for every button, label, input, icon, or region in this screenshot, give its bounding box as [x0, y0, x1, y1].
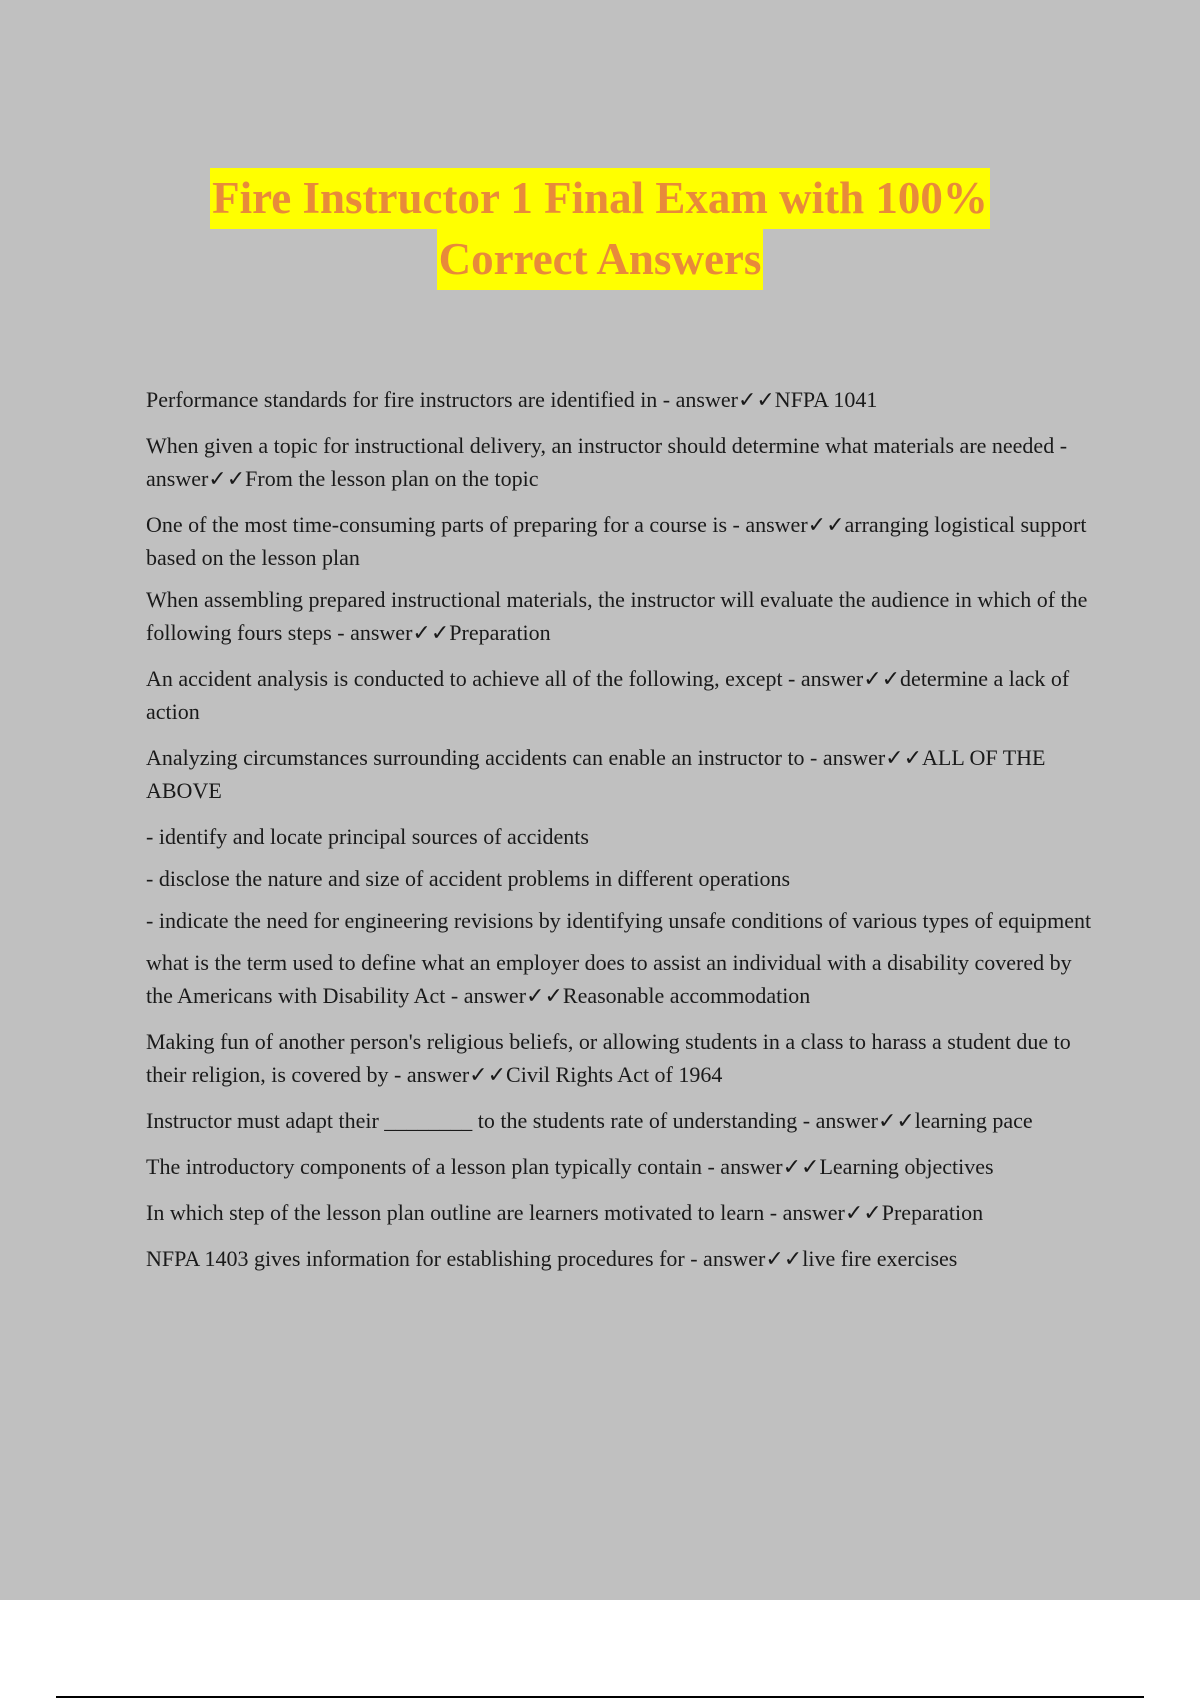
title-line-1: Fire Instructor 1 Final Exam with 100% — [210, 168, 990, 229]
footer-divider — [56, 1696, 1144, 1698]
qa-item: An accident analysis is conducted to achieve all of the following, except - answer✓✓determine a lack of action — [146, 666, 1070, 724]
qa-item: - identify and locate principal sources of accidents — [146, 824, 589, 849]
qa-item: Making fun of another person's religious beliefs, or allowing students in a class to harass a student due to their religion, is covered by - answer✓✓Civil Rights Act of 1964 — [146, 1029, 1071, 1087]
qa-item: what is the term used to define what an employer does to assist an individual with a disability covered by the Americans with Disability Act - answer✓✓Reasonable accommodation — [146, 950, 1072, 1008]
qa-item: The introductory components of a lesson plan typically contain - answer✓✓Learning objectives — [146, 1154, 994, 1179]
qa-item: Analyzing circumstances surrounding accidents can enable an instructor to - answer✓✓ALL OF THE ABOVE — [146, 745, 1046, 803]
qa-item: One of the most time-consuming parts of preparing for a course is - answer✓✓arranging logistical support based on the lesson plan — [146, 512, 1087, 570]
qa-item: - disclose the nature and size of accident problems in different operations — [146, 866, 791, 891]
question-answer-list — [146, 383, 1092, 1288]
qa-item: - indicate the need for engineering revisions by identifying unsafe conditions of various types of equipment — [146, 908, 1092, 933]
qa-item: When given a topic for instructional delivery, an instructor should determine what materials are needed - answer✓✓From the lesson plan on the topic — [146, 433, 1068, 491]
qa-item: NFPA 1403 gives information for establishing procedures for - answer✓✓live fire exercises — [146, 1246, 958, 1271]
title-line-2: Correct Answers — [437, 229, 764, 290]
qa-item: Instructor must adapt their ________ to the students rate of understanding - answer✓✓learning pace — [146, 1108, 1033, 1133]
qa-item: When assembling prepared instructional materials, the instructor will evaluate the audience in which of the following fours steps - answer✓✓Preparation — [146, 587, 1088, 645]
qa-item: In which step of the lesson plan outline are learners motivated to learn - answer✓✓Preparation — [146, 1200, 984, 1225]
qa-item: Performance standards for fire instructors are identified in - answer✓✓NFPA 1041 — [146, 387, 878, 412]
document-title — [0, 168, 1200, 290]
